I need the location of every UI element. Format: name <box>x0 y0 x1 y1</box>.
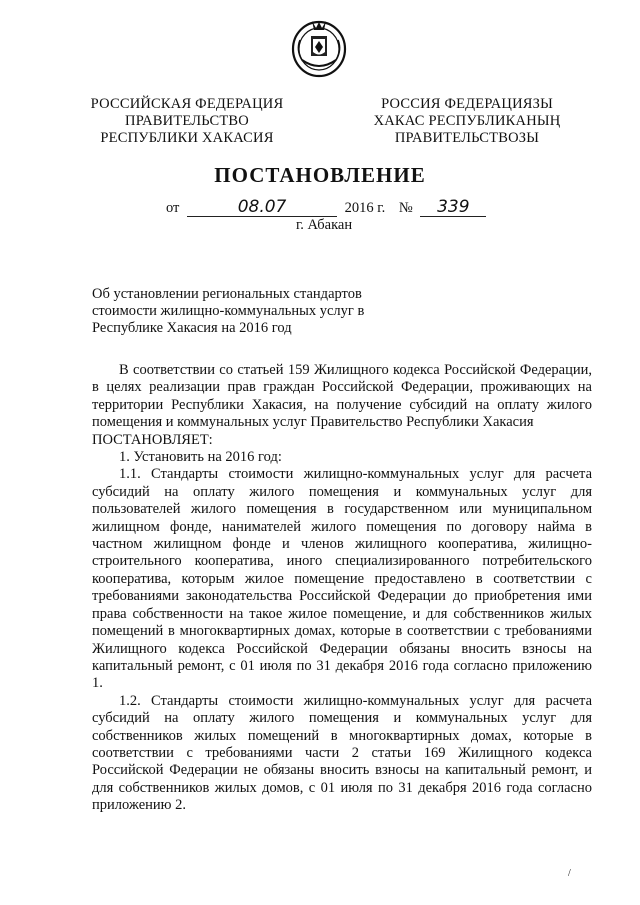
handwritten-date: 08.07 <box>187 198 337 217</box>
header-left-line-2: ПРАВИТЕЛЬСТВО <box>125 113 249 129</box>
header-left-block <box>72 96 302 147</box>
header-right-line-2: ХАКАС РЕСПУБЛИКАНЫҢ <box>373 113 561 129</box>
resolves-word: ПОСТАНОВЛЯЕТ: <box>92 431 213 448</box>
year-label: 2016 г. <box>344 200 386 216</box>
header-left-line-3: РЕСПУБЛИКИ ХАКАСИЯ <box>100 130 274 146</box>
handwritten-number: 339 <box>420 198 486 217</box>
document-title: ПОСТАНОВЛЕНИЕ <box>214 163 426 187</box>
document-subject: Об установлении региональных стандартов стоимости жилищно-коммунальных услуг в Республике Хакасия на 2016 год <box>92 286 365 336</box>
header-right-line-3: ПРАВИТЕЛЬСТВОЗЫ <box>394 130 540 146</box>
header-left-line-1: РОССИЙСКАЯ ФЕДЕРАЦИЯ <box>90 96 284 112</box>
page-mark: / <box>568 868 571 879</box>
header-right-line-1: РОССИЯ ФЕДЕРАЦИЯЗЫ <box>381 96 553 112</box>
item-1-1: 1.1. Стандарты стоимости жилищно-коммунальных услуг для расчета субсидий на оплату жилого помещения и коммунальных услуг для пользователей жилого помещения в государственном или муниципальном жилищном фонде, нанимателей жилого помещения по договору найма в частном жилищном фонде и членов жилищного кооператива, жилищно-строительного кооператива, иного специализированного потребительского кооператива, которым жилое помещение предоставлено в соответствии с требованиями законодательства Российской Федерации до приобретения ими права собственности на такое жилое помещение, и для собственников жилых помещений в многоквартирных домах, которые в соответствии с требованиями Жилищного кодекса Российской Федерации обязаны вносить взносы на капитальный ремонт, с 01 июля по 31 декабря 2016 года согласно приложению 1. <box>92 466 592 692</box>
coat-of-arms-emblem <box>290 16 348 78</box>
from-label: от <box>166 200 180 216</box>
date-number-line <box>166 198 486 217</box>
city-label: г. Абакан <box>296 217 353 233</box>
item-1: 1. Установить на 2016 год: <box>119 449 282 466</box>
item-1-2: 1.2. Стандарты стоимости жилищно-коммунальных услуг для расчета субсидий на оплату жилого помещения и коммунальных услуг для собственников жилых помещений в многоквартирных домах, которые в соответствии с требованиями части 2 статьи 169 Жилищного кодекса Российской Федерации не обязаны вносить взносы на капитальный ремонт, и для собственников жилых домов, с 01 июля по 31 декабря 2016 года согласно приложению 2. <box>92 692 592 814</box>
intro-paragraph: В соответствии со статьей 159 Жилищного кодекса Российской Федерации, в целях реализации прав граждан Российской Федерации, проживающих на территории Республики Хакасия, на получение субсидий на оплату жилого помещения и коммунальных услуг Правительство Республики Хакасия <box>92 362 592 431</box>
number-label: № <box>398 200 413 216</box>
document-body <box>92 362 592 815</box>
header-right-block <box>352 96 582 147</box>
